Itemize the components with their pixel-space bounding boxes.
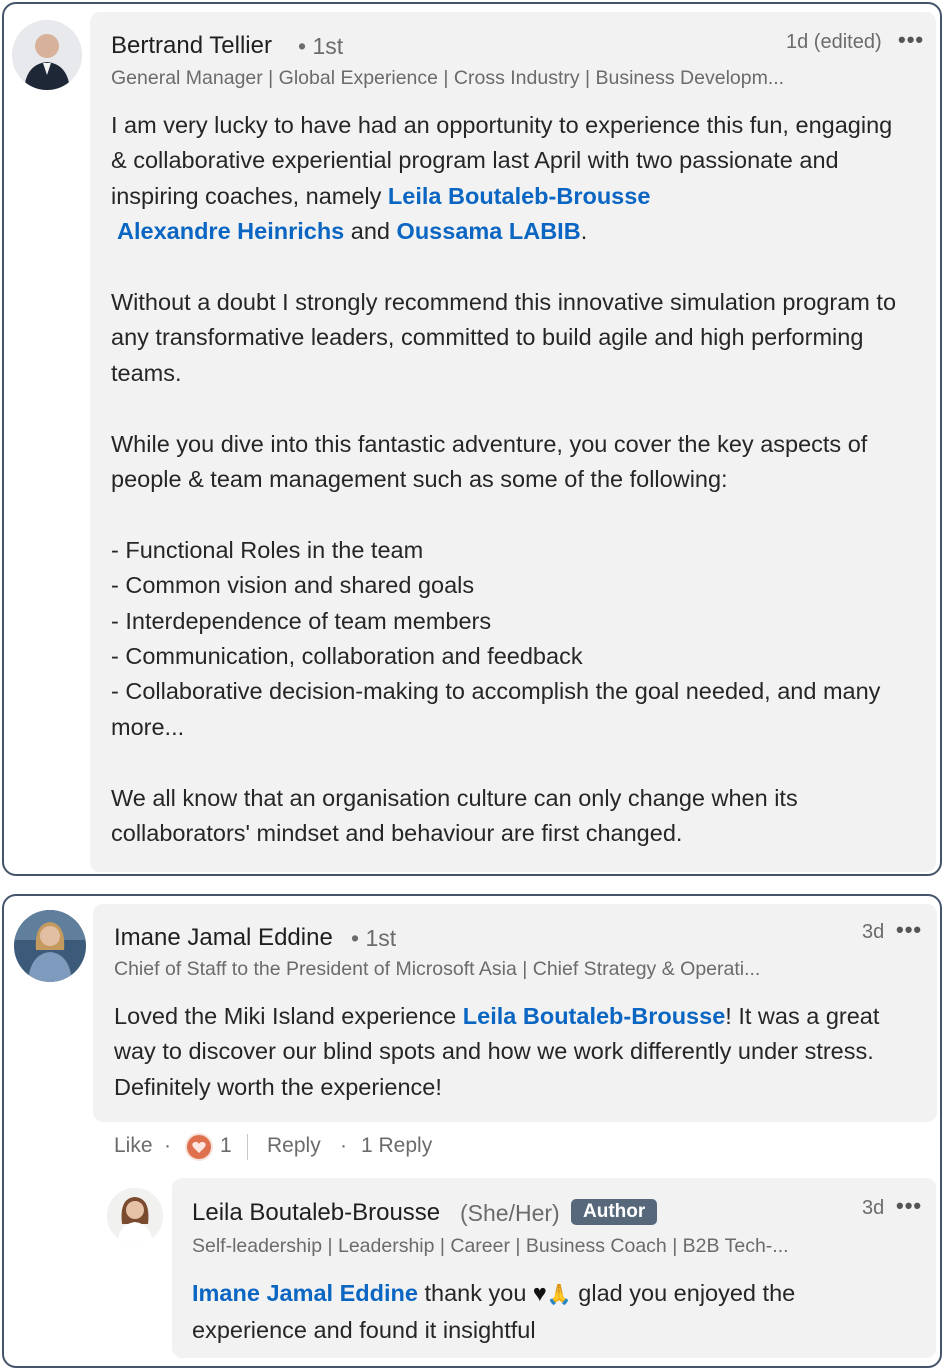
paragraph-4: We all know that an organisation culture can only change when its collaborators' mindset and behaviour are first changed. — [111, 784, 798, 847]
text-segment: thank you — [417, 1280, 533, 1306]
divider — [247, 1134, 248, 1160]
text-segment: I am very lucky to have had an opportunity to experience this fun, engaging & collaborative experiential program last April with two passionate and inspiring coaches, namely — [111, 112, 893, 209]
separator-dot: · — [164, 1134, 171, 1157]
more-options-icon[interactable]: ••• — [896, 1193, 923, 1218]
mention-imane[interactable]: Imane Jamal Eddine — [192, 1280, 418, 1306]
list-item: - Common vision and shared goals — [111, 572, 475, 599]
paragraph-1 — [111, 108, 901, 250]
connection-degree: • 1st — [298, 33, 344, 59]
connection-degree: • 1st — [351, 925, 397, 951]
avatar-leila[interactable] — [107, 1188, 163, 1244]
reaction-count[interactable]: 1 — [220, 1134, 232, 1157]
person-photo-icon — [12, 20, 82, 90]
list-item: - Interdependence of team members — [111, 607, 492, 634]
author-headline: General Manager | Global Experience | Cross Industry | Business Developm... — [111, 67, 785, 89]
list-item: - Communication, collaboration and feedback — [111, 643, 583, 670]
like-button[interactable]: Like — [114, 1134, 153, 1157]
comment-time: 3d — [862, 1197, 885, 1219]
comment-text — [114, 999, 914, 1105]
list-item: - Functional Roles in the team — [111, 536, 424, 563]
author-headline: Self-leadership | Leadership | Career | Business Coach | B2B Tech-... — [192, 1235, 789, 1257]
love-reaction-icon[interactable] — [185, 1133, 213, 1161]
author-badge: Author — [571, 1199, 657, 1225]
comment-text — [111, 108, 901, 851]
author-name[interactable]: Leila Boutaleb-Brousse — [192, 1199, 441, 1226]
more-options-icon[interactable]: ••• — [898, 27, 925, 52]
mention-alexandre[interactable]: Alexandre Heinrichs — [117, 218, 345, 245]
comment-card-2 — [2, 894, 942, 1368]
author-name[interactable]: Imane Jamal Eddine — [114, 924, 333, 951]
praying-hands-icon: 🙏 — [546, 1284, 572, 1306]
separator-dot: · — [340, 1134, 347, 1157]
more-options-icon[interactable]: ••• — [896, 917, 923, 942]
comment-time: 1d (edited) — [786, 31, 882, 53]
heart-icon: ♥ — [532, 1280, 547, 1306]
comment-card-1 — [2, 2, 942, 876]
text-segment: . — [580, 218, 588, 245]
text-segment: Loved the Miki Island experience — [114, 1003, 463, 1029]
author-pronouns: (She/Her) — [460, 1200, 560, 1226]
text-segment: and — [344, 218, 397, 245]
author-name[interactable]: Bertrand Tellier — [111, 32, 272, 59]
avatar-bertrand[interactable] — [12, 20, 82, 90]
list-item: - Collaborative decision-making to accomplish the goal needed, and many more... — [111, 678, 881, 740]
avatar-imane[interactable] — [14, 910, 86, 982]
text-segment: glad you enjoyed the experience and found it insightful — [192, 1280, 796, 1344]
person-photo-icon — [14, 910, 86, 982]
mention-oussama[interactable]: Oussama LABIB — [396, 218, 581, 245]
reply-text — [192, 1276, 912, 1349]
text-segment: ! It was a great way to discover our blind spots and how we work differently under stress. Definitely worth the experience! — [114, 1003, 880, 1100]
comment-time: 3d — [862, 921, 885, 943]
replies-count-link[interactable]: 1 Reply — [361, 1134, 433, 1157]
paragraph-2: Without a doubt I strongly recommend this innovative simulation program to any transformative leaders, committed to build agile and high performing teams. — [111, 289, 897, 386]
reply-button[interactable]: Reply — [267, 1134, 321, 1157]
author-headline: Chief of Staff to the President of Microsoft Asia | Chief Strategy & Operati... — [114, 958, 761, 980]
mention-leila[interactable]: Leila Boutaleb-Brousse — [462, 1003, 726, 1029]
person-photo-icon — [107, 1188, 163, 1244]
mention-leila[interactable]: Leila Boutaleb-Brousse — [387, 182, 651, 209]
paragraph-3: While you dive into this fantastic adventure, you cover the key aspects of people & team management such as some of the following: — [111, 430, 868, 493]
